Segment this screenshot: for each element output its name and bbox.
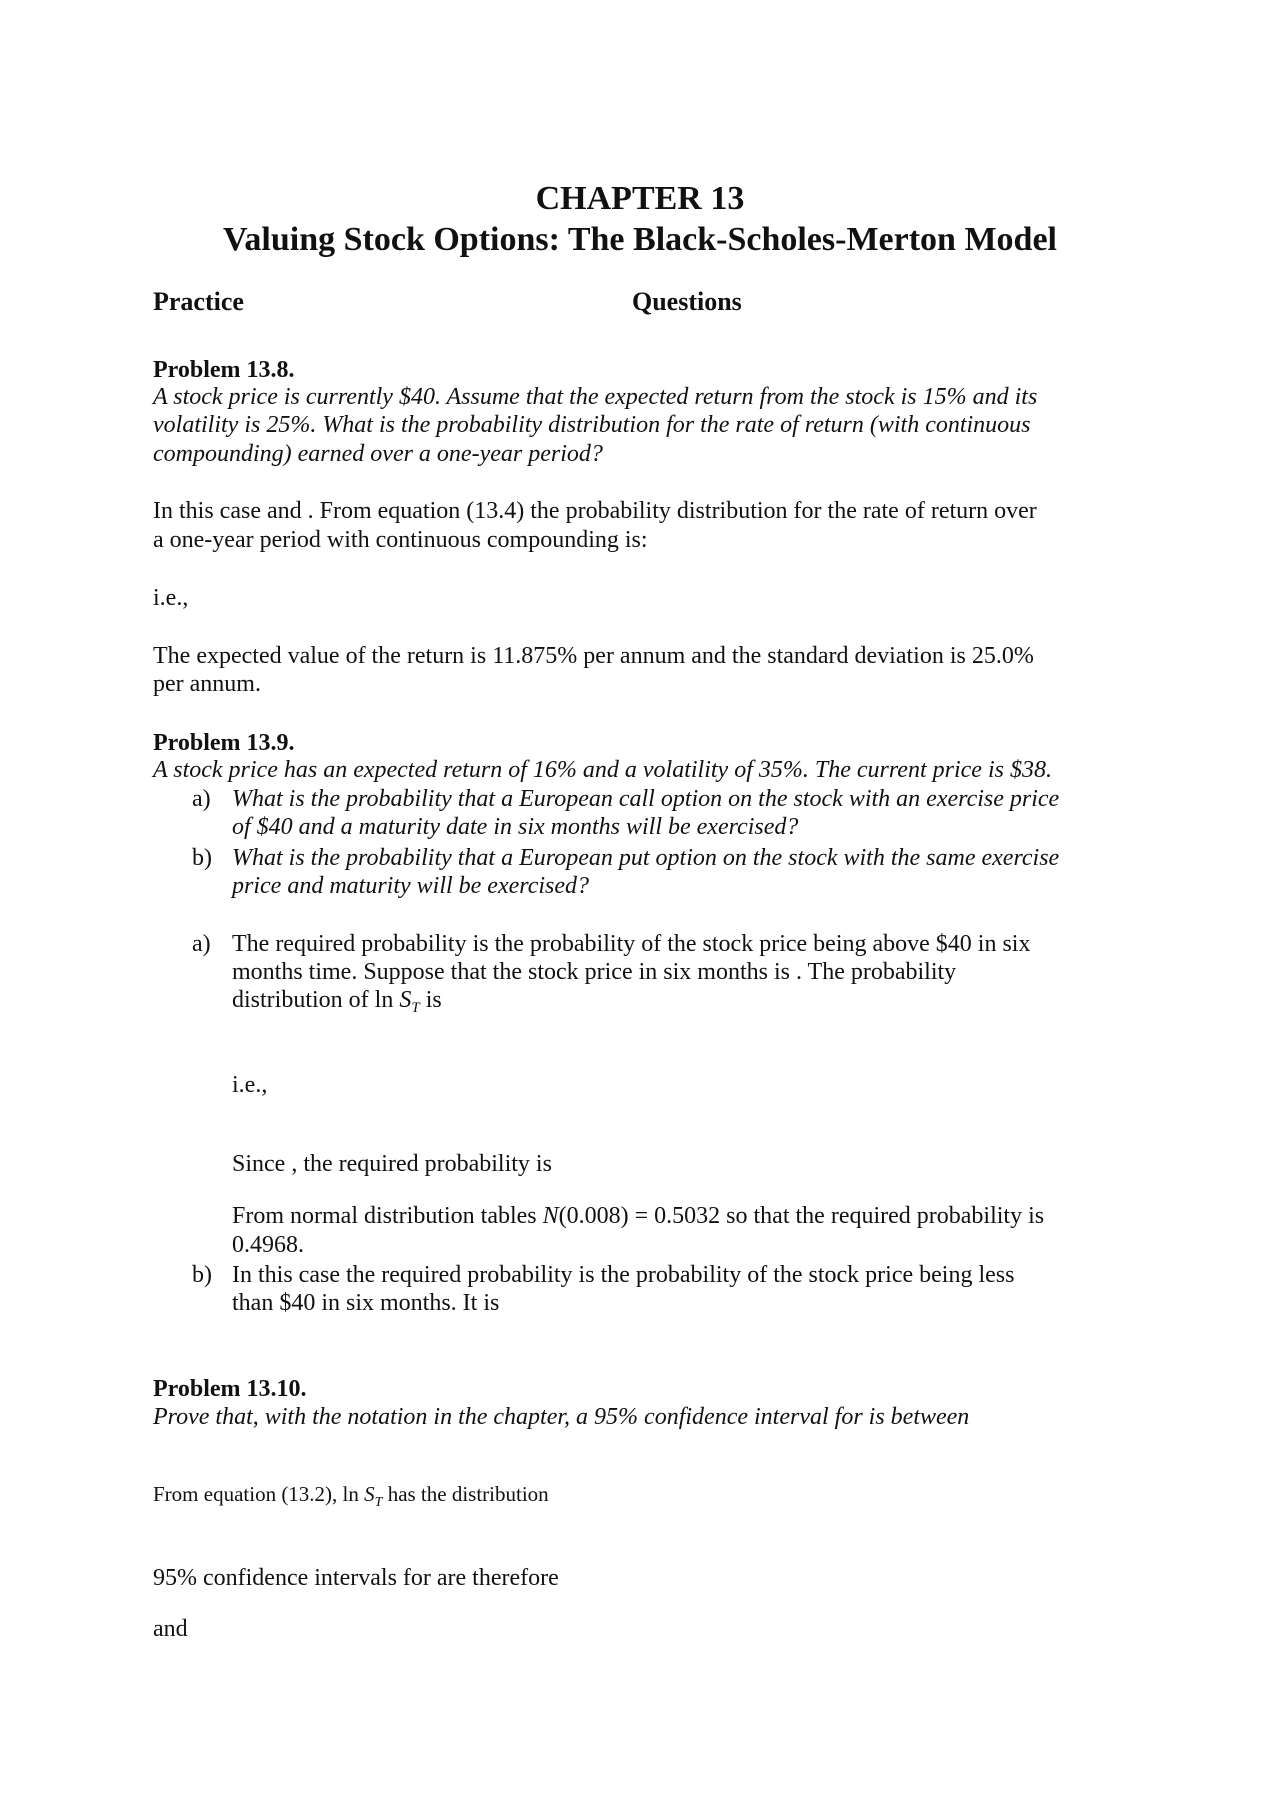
problem-13-9-answer-b-line: In this case the required probability is the probability of the stock price being less <box>232 1262 1015 1288</box>
problem-13-9-answer-a-line: months time. Suppose that the stock price in six months is . The probability <box>232 959 957 985</box>
problem-13-10-question-line: Prove that, with the notation in the chapter, a 95% confidence interval for is between <box>153 1404 970 1430</box>
problem-13-9-question-b-line: price and maturity will be exercised? <box>232 873 590 899</box>
problem-13-8-question-line: volatility is 25%. What is the probability distribution for the rate of return (with continuous <box>153 412 1031 438</box>
problem-13-8-question-line: compounding) earned over a one-year period? <box>153 441 603 467</box>
problem-13-9-question-line: A stock price has an expected return of 16% and a volatility of 35%. The current price is $38. <box>153 757 1052 783</box>
problem-13-9-answer-a-line: distribution of $\ln S_T$ is <box>232 987 442 1016</box>
problem-13-10-and: and <box>153 1616 188 1642</box>
section-label-questions: Questions <box>632 287 742 316</box>
section-label-practice: Practice <box>153 287 244 316</box>
problem-13-10-equation-line: From equation (13.2), $\ln S_T$ has the distribution <box>153 1482 549 1510</box>
problem-13-8-question-line: A stock price is currently $40. Assume that the expected return from the stock is 15% and its <box>153 384 1038 410</box>
problem-13-8-result-line: per annum. <box>153 671 261 697</box>
problem-13-8-result-line: The expected value of the return is 11.875% per annum and the standard deviation is 25.0% <box>153 643 1034 669</box>
problem-13-8-ie: i.e., <box>153 585 189 611</box>
problem-13-8-heading: Problem 13.8. <box>153 357 295 383</box>
list-marker: b) <box>192 845 212 871</box>
problem-13-9-answer-a-line: The required probability is the probability of the stock price being above $40 in six <box>232 931 1031 957</box>
problem-13-9-question-a-line: What is the probability that a European call option on the stock with an exercise price <box>232 786 1060 812</box>
problem-13-10-heading: Problem 13.10. <box>153 1376 307 1402</box>
problem-13-10-ci-line: 95% confidence intervals for are therefore <box>153 1565 559 1591</box>
list-marker: a) <box>192 931 211 957</box>
problem-13-9-question-b-line: What is the probability that a European put option on the stock with the same exercise <box>232 845 1060 871</box>
problem-13-9-tables-line: 0.4968. <box>232 1232 304 1258</box>
problem-13-8-answer-line: In this case and . From equation (13.4) the probability distribution for the rate of return over <box>153 498 1037 524</box>
problem-13-9-since-line: Since , the required probability is <box>232 1151 552 1177</box>
problem-13-9-ie: i.e., <box>232 1072 268 1098</box>
chapter-number: CHAPTER 13 <box>535 180 745 217</box>
chapter-title: Valuing Stock Options: The Black-Scholes-Merton Model <box>222 221 1057 258</box>
problem-13-9-heading: Problem 13.9. <box>153 730 295 756</box>
problem-13-9-question-a-line: of $40 and a maturity date in six months will be exercised? <box>232 814 799 840</box>
problem-13-8-answer-line: a one-year period with continuous compounding is: <box>153 527 648 553</box>
problem-13-9-answer-b-line: than $40 in six months. It is <box>232 1290 500 1316</box>
problem-13-9-tables-line: From normal distribution tables N(0.008) = 0.5032 so that the required probability is <box>232 1203 1045 1229</box>
list-marker: b) <box>192 1262 212 1288</box>
list-marker: a) <box>192 786 211 812</box>
